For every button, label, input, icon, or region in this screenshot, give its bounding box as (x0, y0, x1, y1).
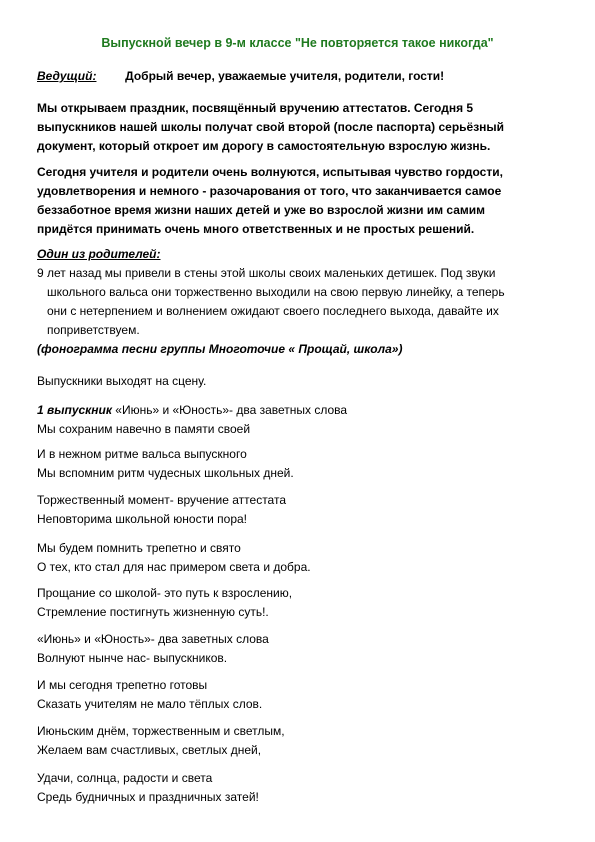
text-line: удовлетворения и немного - разочарования от того, что заканчивается самое (37, 184, 502, 198)
graduate-1-line: «Июнь» и «Юность»- два заветных слова (111, 403, 348, 417)
text-line: О тех, кто стал для нас примером света и добра. (37, 560, 311, 574)
poem-stanza (37, 769, 562, 807)
text-line: Средь будничных и праздничных затей! (37, 790, 259, 804)
text-line (37, 401, 562, 420)
poem-stanza (37, 630, 562, 668)
poem-stanza (37, 539, 562, 577)
graduates-exit-note: Выпускники выходят на сцену. (37, 374, 207, 388)
text-line: Прощание со школой- это путь к взрослению, (37, 586, 293, 600)
phonogram-note: (фонограмма песни группы Многоточие « Прощай, школа») (37, 342, 403, 356)
text-line: Сегодня учителя и родители очень волнуются, испытывая чувство гордости, (37, 165, 503, 179)
poem-stanza (37, 491, 562, 529)
host-label: Ведущий: (37, 69, 97, 83)
parent-section (37, 245, 562, 340)
text-line: документ, который откроет им дорогу в самостоятельную взрослую жизнь. (37, 139, 491, 153)
text-line: Стремление постигнуть жизненную суть!. (37, 605, 269, 619)
text-line: Торжественный момент- вручение аттестата (37, 493, 286, 507)
text-line: И в нежном ритме вальса выпускного (37, 447, 247, 461)
text-line: Волнуют нынче нас- выпускников. (37, 651, 228, 665)
text-line: беззаботное время жизни наших детей и уже во взрослой жизни им самим (37, 203, 486, 217)
poem-stanza (37, 676, 562, 714)
text-line: Неповторима школьной юности пора! (37, 512, 247, 526)
text-line: Сказать учителям не мало тёплых слов. (37, 697, 263, 711)
paragraph-ceremony (37, 99, 562, 156)
parent-label: Один из родителей: (37, 247, 161, 261)
text-line: Удачи, солнца, радости и света (37, 771, 213, 785)
graduate-1-label: 1 выпускник (37, 403, 112, 417)
graduate-1-stanza (37, 401, 562, 439)
paragraph-emotions (37, 163, 562, 239)
page-title: Выпускной вечер в 9-м классе "Не повторяется такое никогда" (101, 36, 494, 50)
poem-stanza (37, 584, 562, 622)
poem-stanza (37, 722, 562, 760)
host-greeting-text: Добрый вечер, уважаемые учителя, родители, гости! (125, 69, 445, 83)
text-line: Мы вспомним ритм чудесных школьных дней. (37, 466, 294, 480)
text-line: придётся принимать очень много ответственных и не простых решений. (37, 222, 475, 236)
text-line: Мы будем помнить трепетно и свято (37, 541, 241, 555)
text-line: поприветствуем. (47, 323, 140, 337)
text-line: Мы открываем праздник, посвящённый вручению аттестатов. Сегодня 5 (37, 101, 474, 115)
host-greeting (37, 67, 562, 86)
text-line: Желаем вам счастливых, светлых дней, (37, 743, 262, 757)
text-line: Июньским днём, торжественным и светлым, (37, 724, 285, 738)
poem-stanza (37, 445, 562, 483)
text-line: выпускников нашей школы получат свой второй (после паспорта) серьёзный (37, 120, 505, 134)
text-line: они с нетерпением и волнением ожидают своего последнего выхода, давайте их (47, 304, 499, 318)
text-line: школьного вальса они торжественно выходили на свою первую линейку, а теперь (47, 285, 505, 299)
text-line: Мы сохраним навечно в памяти своей (37, 422, 251, 436)
text-line: И мы сегодня трепетно готовы (37, 678, 208, 692)
text-line: «Июнь» и «Юность»- два заветных слова (37, 632, 269, 646)
text-line: 9 лет назад мы привели в стены этой школы своих маленьких детишек. Под звуки (37, 266, 496, 280)
